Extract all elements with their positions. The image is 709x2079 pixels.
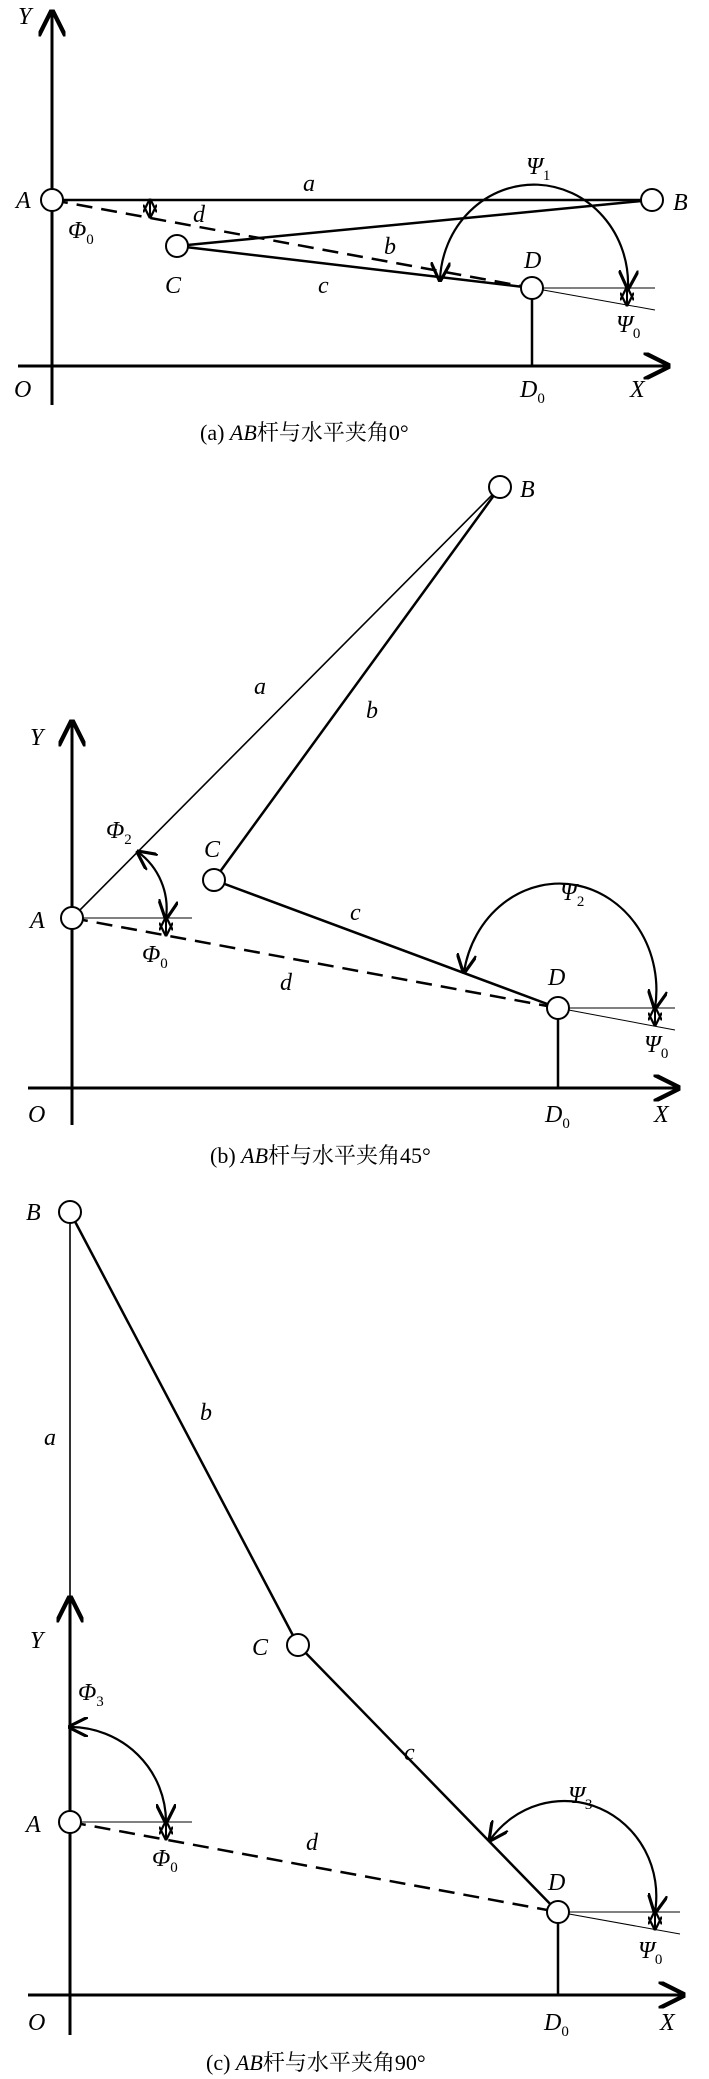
joint-D xyxy=(547,1901,569,1923)
caption-c: (c) AB杆与水平夹角90° xyxy=(206,2050,426,2075)
psi3-arc xyxy=(490,1801,656,1912)
label-C: C xyxy=(165,273,182,299)
joint-C xyxy=(203,869,225,891)
label-psi2: $\Psi_2$ xyxy=(560,880,585,910)
d-extension xyxy=(532,288,655,310)
joint-B xyxy=(641,189,663,211)
label-psi1: $\Psi_1$ xyxy=(526,154,551,184)
y-axis-label: Y xyxy=(18,4,32,30)
phi2-arc xyxy=(138,852,167,918)
x-axis-label: X xyxy=(660,2010,675,2036)
origin-label: O xyxy=(28,2010,46,2036)
label-phi3: $\Phi_3$ xyxy=(78,1680,104,1710)
label-C: C xyxy=(252,1635,269,1661)
label-bar-a: a xyxy=(254,674,266,700)
x-axis-label: X xyxy=(630,377,645,403)
label-D: D xyxy=(548,1870,566,1896)
label-bar-a: a xyxy=(303,171,315,197)
bar-a xyxy=(72,487,500,918)
bar-d xyxy=(52,200,532,288)
origin-label: O xyxy=(14,377,32,403)
bar-b xyxy=(70,1212,298,1645)
label-D0: $D_0$ xyxy=(520,377,545,407)
d-extension xyxy=(558,1008,675,1030)
label-phi0: $\Phi_0$ xyxy=(68,218,94,248)
diagram-c xyxy=(24,1200,683,2075)
label-phi0: $\Phi_0$ xyxy=(142,942,168,972)
label-bar-d: d xyxy=(193,202,205,228)
bar-c xyxy=(177,246,532,288)
bar-b xyxy=(177,200,652,246)
diagram-a xyxy=(14,4,688,445)
label-phi2: $\Phi_2$ xyxy=(106,818,132,848)
label-B: B xyxy=(26,1200,41,1226)
joint-A xyxy=(61,907,83,929)
label-psi3: $\Psi_3$ xyxy=(568,1783,593,1813)
joint-B xyxy=(59,1201,81,1223)
label-bar-c: c xyxy=(404,1740,415,1766)
label-D0: $D_0$ xyxy=(545,1102,570,1132)
label-D: D xyxy=(548,965,566,991)
y-axis-label: Y xyxy=(30,1628,44,1654)
label-bar-a: a xyxy=(44,1425,56,1451)
label-phi0: $\Phi_0$ xyxy=(152,1846,178,1876)
label-psi0: $\Psi_0$ xyxy=(638,1938,663,1968)
joint-A xyxy=(59,1811,81,1833)
diagram-b xyxy=(28,476,678,1168)
bar-c xyxy=(214,880,558,1008)
label-B: B xyxy=(673,190,688,216)
label-D0: $D_0$ xyxy=(544,2010,569,2040)
label-B: B xyxy=(520,477,535,503)
joint-C xyxy=(287,1634,309,1656)
joint-B xyxy=(489,476,511,498)
label-bar-c: c xyxy=(350,900,361,926)
label-D: D xyxy=(524,248,542,274)
caption-a: (a) AB杆与水平夹角0° xyxy=(200,420,409,445)
label-psi0: $\Psi_0$ xyxy=(616,312,641,342)
joint-C xyxy=(166,235,188,257)
bar-c xyxy=(298,1645,558,1912)
x-axis-label: X xyxy=(654,1102,669,1128)
label-psi0: $\Psi_0$ xyxy=(644,1032,669,1062)
label-bar-b: b xyxy=(366,698,378,724)
y-axis-label: Y xyxy=(30,725,44,751)
label-bar-d: d xyxy=(280,970,292,996)
joint-A xyxy=(41,189,63,211)
label-bar-b: b xyxy=(384,234,396,260)
caption-b: (b) AB杆与水平夹角45° xyxy=(210,1143,431,1168)
joint-D xyxy=(547,997,569,1019)
label-C: C xyxy=(204,837,221,863)
label-A: A xyxy=(16,188,31,214)
label-A: A xyxy=(26,1812,41,1838)
label-bar-b: b xyxy=(200,1400,212,1426)
label-A: A xyxy=(30,908,45,934)
joint-D xyxy=(521,277,543,299)
label-bar-c: c xyxy=(318,273,329,299)
phi3-arc xyxy=(70,1727,166,1822)
d-extension xyxy=(558,1912,680,1934)
origin-label: O xyxy=(28,1102,46,1128)
label-bar-d: d xyxy=(306,1830,318,1856)
